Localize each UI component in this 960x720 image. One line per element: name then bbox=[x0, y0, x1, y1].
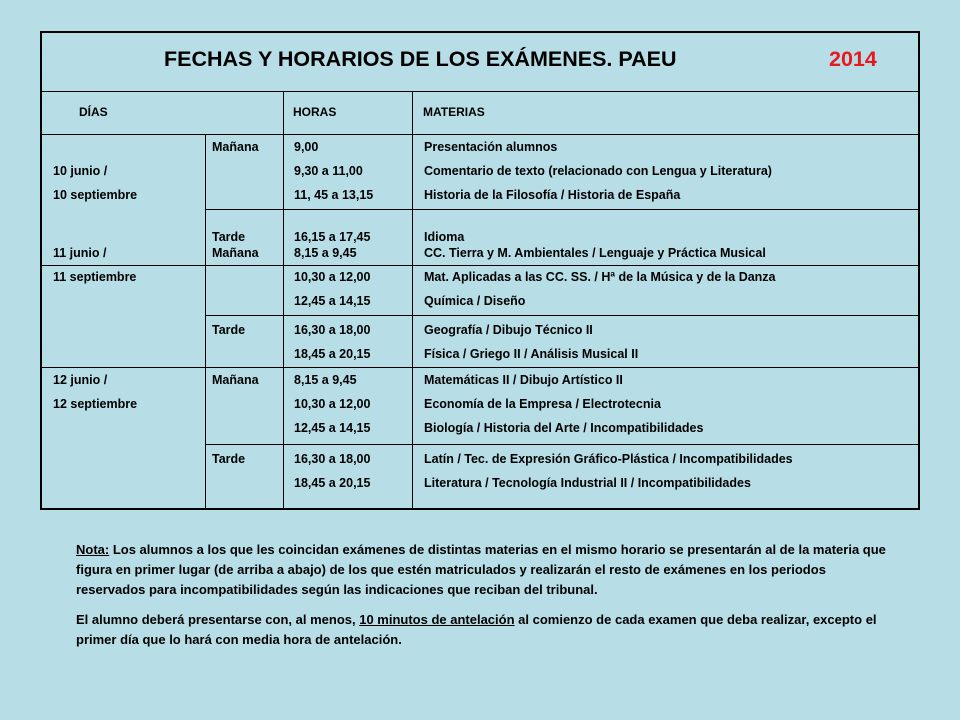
subject-line: Presentación alumnos bbox=[424, 140, 558, 154]
header-horas: HORAS bbox=[293, 105, 337, 119]
day-3-afternoon-subjects bbox=[424, 447, 793, 495]
col-divider-period bbox=[205, 134, 206, 508]
day-3-label bbox=[53, 368, 137, 416]
day-2-afternoon-subjects bbox=[424, 318, 638, 366]
note-text-2a: El alumno deberá presentarse con, al menos, bbox=[76, 612, 360, 627]
hours-line: 10,30 a 12,00 bbox=[294, 397, 371, 411]
day-1-afternoon-period: Tarde bbox=[212, 230, 246, 244]
hours-line: 18,45 a 20,15 bbox=[294, 347, 371, 361]
day-1-morning-hours bbox=[294, 135, 373, 207]
day-1-label bbox=[53, 159, 137, 207]
day-1-line2: 10 septiembre bbox=[53, 188, 138, 202]
title-text: FECHAS Y HORARIOS DE LOS EXÁMENES. PAEU bbox=[164, 47, 677, 71]
hours-line: 11, 45 a 13,15 bbox=[294, 188, 374, 202]
note-text-2b: al comienzo de cada examen que deba realizar, excepto el primer día que lo hará con media hora de antelación. bbox=[76, 612, 877, 647]
day-2-line1: 11 junio / bbox=[53, 246, 107, 260]
day-3-morning-period: Mañana bbox=[212, 373, 259, 387]
subject-line: Química / Diseño bbox=[424, 294, 526, 308]
day-3-line1: 12 junio / bbox=[53, 373, 108, 387]
hours-line: 8,15 a 9,45 bbox=[294, 246, 357, 260]
day-2-line2: 11 septiembre bbox=[53, 270, 137, 284]
header-dias: DÍAS bbox=[79, 105, 108, 119]
day-3-morning-hours bbox=[294, 368, 370, 440]
day-2-morning-subjects bbox=[424, 241, 776, 313]
title-year: 2014 bbox=[829, 47, 877, 71]
header-materias: MATERIAS bbox=[423, 105, 485, 119]
table-title bbox=[42, 33, 918, 92]
day-1-morning-subjects bbox=[424, 135, 772, 207]
day-3-line2: 12 septiembre bbox=[53, 397, 138, 411]
subject-line: Historia de la Filosofía / Historia de España bbox=[424, 188, 681, 202]
exam-schedule-table bbox=[40, 31, 920, 510]
footnote bbox=[76, 540, 896, 650]
subject-line: Biología / Historia del Arte / Incompatibilidades bbox=[424, 421, 704, 435]
day-1-morning-period: Mañana bbox=[212, 140, 259, 154]
day-2-afternoon-period: Tarde bbox=[212, 323, 246, 337]
note-paragraph-2 bbox=[76, 610, 896, 650]
note-paragraph-1 bbox=[76, 540, 896, 600]
hours-line: 16,30 a 18,00 bbox=[294, 452, 371, 466]
hours-line: 18,45 a 20,15 bbox=[294, 476, 371, 490]
day-2-afternoon-hours bbox=[294, 318, 370, 366]
note-label: Nota: bbox=[76, 542, 110, 557]
hours-line: 8,15 a 9,45 bbox=[294, 373, 357, 387]
col-divider-subjects bbox=[412, 91, 413, 508]
day-3-morning-subjects bbox=[424, 368, 703, 440]
subject-line: CC. Tierra y M. Ambientales / Lenguaje y Práctica Musical bbox=[424, 246, 766, 260]
note-text-1: Los alumnos a los que les coincidan exámenes de distintas materias en el mismo horario se presentarán al de la materia que figura en primer lugar (de arriba a abajo) de los que estén matriculados y realizarán el resto de exámenes en los periodos reservados para incompatibilidades según las indicaciones que reciban del tribunal. bbox=[76, 542, 886, 597]
subject-line: Geografía / Dibujo Técnico II bbox=[424, 323, 593, 337]
day-3-afternoon-period: Tarde bbox=[212, 452, 246, 466]
day-2-morning-period: Mañana bbox=[212, 246, 259, 260]
hours-line: 9,00 bbox=[294, 140, 319, 154]
session-divider-3 bbox=[205, 444, 918, 445]
hours-line: 16,30 a 18,00 bbox=[294, 323, 371, 337]
subject-line: Literatura / Tecnología Industrial II / Incompatibilidades bbox=[424, 476, 751, 490]
day-1-afternoon-hours: 16,15 a 17,45 bbox=[294, 230, 371, 244]
subject-line: Comentario de texto (relacionado con Lengua y Literatura) bbox=[424, 164, 772, 178]
subject-line: Latín / Tec. de Expresión Gráfico-Plástica / Incompatibilidades bbox=[424, 452, 793, 466]
hours-line: 12,45 a 14,15 bbox=[294, 421, 371, 435]
subject-line: Física / Griego II / Análisis Musical II bbox=[424, 347, 639, 361]
session-divider-2 bbox=[205, 315, 918, 316]
subject-line: Matemáticas II / Dibujo Artístico II bbox=[424, 373, 623, 387]
day-2-morning-hours bbox=[294, 241, 370, 313]
note-text-2-underlined: 10 minutos de antelación bbox=[359, 612, 515, 627]
day-1-line1: 10 junio / bbox=[53, 164, 108, 178]
hours-line: 9,30 a 11,00 bbox=[294, 164, 363, 178]
subject-line: Economía de la Empresa / Electrotecnia bbox=[424, 397, 661, 411]
hours-line: 10,30 a 12,00 bbox=[294, 270, 371, 284]
day-3-afternoon-hours bbox=[294, 447, 370, 495]
day-2-label bbox=[53, 241, 136, 289]
col-divider-hours bbox=[283, 91, 284, 508]
hours-line: 12,45 a 14,15 bbox=[294, 294, 371, 308]
day-1-afternoon-subjects: Idioma bbox=[424, 230, 465, 244]
subject-line: Mat. Aplicadas a las CC. SS. / Hª de la Música y de la Danza bbox=[424, 270, 776, 284]
